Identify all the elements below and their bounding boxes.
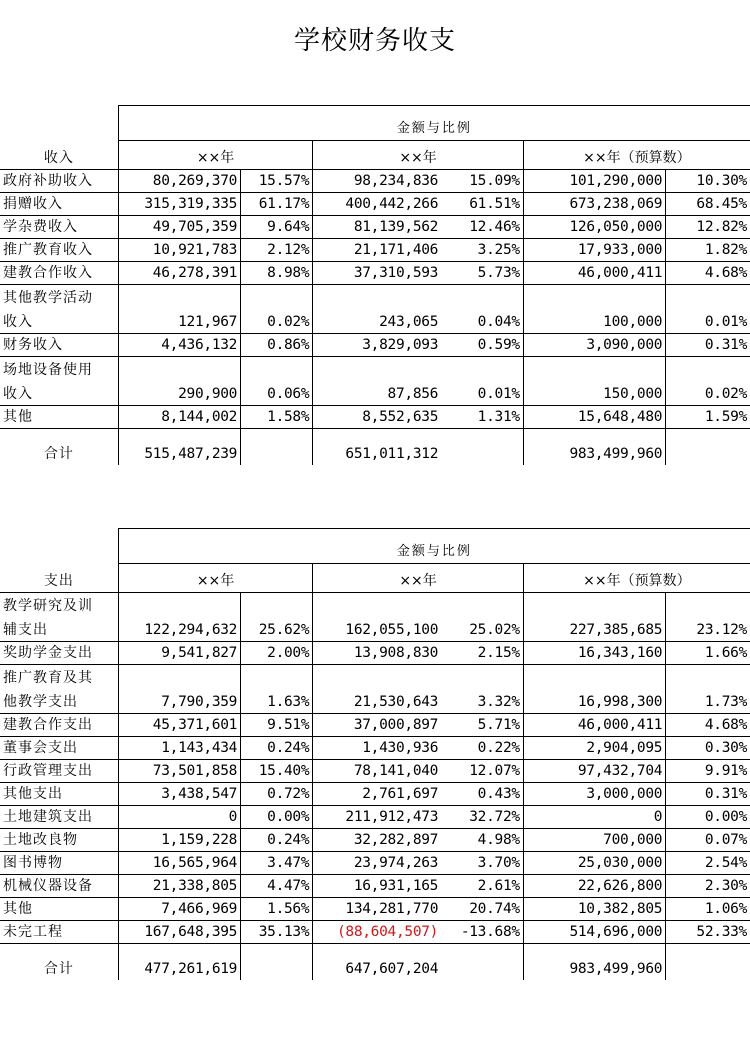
cell-spacer xyxy=(241,665,313,690)
row-label: 董事会支出 xyxy=(0,737,118,760)
expense-table xyxy=(0,528,750,980)
cell-p3: 2.30% xyxy=(666,875,750,898)
cell-v1: 1,159,228 xyxy=(118,829,240,852)
cell-p3: 0.01% xyxy=(666,309,750,334)
cell-spacer xyxy=(441,665,523,690)
cell-p2: 0.04% xyxy=(441,309,523,334)
row-label: 土地改良物 xyxy=(0,829,118,852)
year-header: ××年（预算数） xyxy=(523,564,750,593)
total-label: 合计 xyxy=(43,961,74,977)
year-header: ××年 xyxy=(313,564,524,593)
row-header: 收入 xyxy=(0,141,118,170)
cell-spacer xyxy=(313,285,441,310)
cell-p3: 4.68% xyxy=(666,714,750,737)
cell-spacer xyxy=(118,665,240,690)
cell-p3: 68.45% xyxy=(666,193,750,216)
cell-v3: 16,998,300 xyxy=(523,689,665,714)
cell-v3: 22,626,800 xyxy=(523,875,665,898)
table-row xyxy=(0,783,750,806)
cell-spacer xyxy=(313,357,441,382)
row-label: 机械仪器设备 xyxy=(0,875,118,898)
cell-v3: 3,000,000 xyxy=(523,783,665,806)
total-p2 xyxy=(441,443,523,465)
cell-p1: 0.00% xyxy=(241,806,313,829)
cell-v2: 243,065 xyxy=(313,309,441,334)
cell-v3: 2,904,095 xyxy=(523,737,665,760)
cell-p1: 35.13% xyxy=(241,921,313,944)
cell-spacer xyxy=(241,357,313,382)
cell-v1: 8,144,002 xyxy=(118,406,240,429)
total-spacer-cell xyxy=(241,429,313,444)
total-p1 xyxy=(241,958,313,980)
table-row xyxy=(0,665,750,690)
total-label: 合计 xyxy=(43,446,74,462)
cell-spacer xyxy=(523,285,665,310)
cell-p3: 0.30% xyxy=(666,737,750,760)
cell-spacer xyxy=(118,357,240,382)
table-row-cont xyxy=(0,381,750,406)
cell-v2: 37,000,897 xyxy=(313,714,441,737)
row-label: 推广教育及其 xyxy=(3,670,93,686)
cell-spacer xyxy=(313,593,441,618)
cell-p3: 1.66% xyxy=(666,642,750,665)
cell-p1: 4.47% xyxy=(241,875,313,898)
table-row xyxy=(0,193,750,216)
cell-p1: 0.02% xyxy=(241,309,313,334)
total-spacer xyxy=(0,429,118,444)
cell-v2: 1,430,936 xyxy=(313,737,441,760)
total-spacer-cell xyxy=(441,429,523,444)
cell-p2: 32.72% xyxy=(441,806,523,829)
cell-p1: 2.00% xyxy=(241,642,313,665)
cell-p1: 0.24% xyxy=(241,829,313,852)
cell-v1: 21,338,805 xyxy=(118,875,240,898)
row-label: 推广教育收入 xyxy=(0,239,118,262)
table-row xyxy=(0,898,750,921)
cell-v2: 37,310,593 xyxy=(313,262,441,285)
table-row xyxy=(0,262,750,285)
table-row xyxy=(0,334,750,357)
cell-p1: 9.51% xyxy=(241,714,313,737)
table-row xyxy=(0,737,750,760)
header-blank-cell xyxy=(0,106,118,141)
total-spacer-cell xyxy=(666,429,750,444)
row-label: 其他 xyxy=(0,898,118,921)
cell-p1: 15.57% xyxy=(241,170,313,193)
cell-p2: 61.51% xyxy=(441,193,523,216)
table-row xyxy=(0,406,750,429)
cell-p1: 0.24% xyxy=(241,737,313,760)
row-label-cont: 收入 xyxy=(0,381,118,406)
cell-p3: 1.73% xyxy=(666,689,750,714)
cell-p2: 12.46% xyxy=(441,216,523,239)
cell-v1: 7,466,969 xyxy=(118,898,240,921)
cell-spacer xyxy=(241,593,313,618)
year-header: ××年 xyxy=(118,141,313,170)
total-spacer-cell xyxy=(313,944,441,959)
year-header: ××年（预算数） xyxy=(523,141,750,170)
cell-v2: 211,912,473 xyxy=(313,806,441,829)
cell-p2: 3.32% xyxy=(441,689,523,714)
cell-v1: 45,371,601 xyxy=(118,714,240,737)
cell-v3: 17,933,000 xyxy=(523,239,665,262)
cell-v3: 126,050,000 xyxy=(523,216,665,239)
cell-v1: 1,143,434 xyxy=(118,737,240,760)
cell-v3: 700,000 xyxy=(523,829,665,852)
row-label: 其他 xyxy=(0,406,118,429)
cell-v2: 134,281,770 xyxy=(313,898,441,921)
cell-p3: 23.12% xyxy=(666,617,750,642)
cell-p1: 0.72% xyxy=(241,783,313,806)
table-row-cont xyxy=(0,689,750,714)
total-p3 xyxy=(666,958,750,980)
cell-v2: (88,604,507) xyxy=(313,921,441,944)
cell-p3: 10.30% xyxy=(666,170,750,193)
cell-p2: 3.70% xyxy=(441,852,523,875)
cell-spacer xyxy=(666,285,750,310)
row-label: 奖助学金支出 xyxy=(0,642,118,665)
cell-p3: 1.59% xyxy=(666,406,750,429)
cell-p2: 0.01% xyxy=(441,381,523,406)
cell-p2: 15.09% xyxy=(441,170,523,193)
cell-v3: 10,382,805 xyxy=(523,898,665,921)
cell-spacer xyxy=(441,285,523,310)
cell-v1: 122,294,632 xyxy=(118,617,240,642)
cell-v1: 4,436,132 xyxy=(118,334,240,357)
cell-v3: 101,290,000 xyxy=(523,170,665,193)
cell-v2: 98,234,836 xyxy=(313,170,441,193)
cell-spacer xyxy=(666,357,750,382)
income-table xyxy=(0,105,750,465)
row-label: 未完工程 xyxy=(0,921,118,944)
total-spacer-cell xyxy=(523,944,665,959)
cell-v2: 78,141,040 xyxy=(313,760,441,783)
total-v3: 983,499,960 xyxy=(523,958,665,980)
cell-p3: 4.68% xyxy=(666,262,750,285)
cell-p2: 25.02% xyxy=(441,617,523,642)
cell-v3: 514,696,000 xyxy=(523,921,665,944)
cell-v2: 87,856 xyxy=(313,381,441,406)
cell-v3: 16,343,160 xyxy=(523,642,665,665)
year-header: ××年 xyxy=(313,141,524,170)
cell-p2: 5.71% xyxy=(441,714,523,737)
cell-v2: 2,761,697 xyxy=(313,783,441,806)
row-label: 教学研究及训 xyxy=(3,598,93,614)
table-row xyxy=(0,921,750,944)
row-header: 支出 xyxy=(0,564,118,593)
cell-p3: 0.31% xyxy=(666,334,750,357)
table-row xyxy=(0,714,750,737)
cell-v3: 15,648,480 xyxy=(523,406,665,429)
table-row xyxy=(0,285,750,310)
cell-v2: 23,974,263 xyxy=(313,852,441,875)
row-label: 其他教学活动 xyxy=(3,290,93,306)
cell-v2: 13,908,830 xyxy=(313,642,441,665)
cell-p1: 1.56% xyxy=(241,898,313,921)
year-header: ××年 xyxy=(118,564,313,593)
cell-p3: 1.06% xyxy=(666,898,750,921)
cell-spacer xyxy=(441,593,523,618)
header-blank-cell xyxy=(0,529,118,564)
cell-p3: 0.02% xyxy=(666,381,750,406)
row-label: 行政管理支出 xyxy=(0,760,118,783)
cell-v1: 167,648,395 xyxy=(118,921,240,944)
cell-p2: 2.15% xyxy=(441,642,523,665)
cell-p2: 0.59% xyxy=(441,334,523,357)
total-p3 xyxy=(666,443,750,465)
row-label-cont: 他教学支出 xyxy=(0,689,118,714)
cell-v1: 7,790,359 xyxy=(118,689,240,714)
cell-v2: 3,829,093 xyxy=(313,334,441,357)
row-label: 其他支出 xyxy=(0,783,118,806)
total-spacer-cell xyxy=(118,429,240,444)
cell-spacer xyxy=(441,357,523,382)
total-p1 xyxy=(241,443,313,465)
total-v2: 647,607,204 xyxy=(313,958,441,980)
total-spacer xyxy=(0,944,118,959)
cell-spacer xyxy=(523,665,665,690)
cell-p3: 9.91% xyxy=(666,760,750,783)
cell-v1: 9,541,827 xyxy=(118,642,240,665)
cell-v3: 46,000,411 xyxy=(523,262,665,285)
cell-v2: 21,171,406 xyxy=(313,239,441,262)
cell-p3: 2.54% xyxy=(666,852,750,875)
row-label: 政府补助收入 xyxy=(0,170,118,193)
cell-p2: 5.73% xyxy=(441,262,523,285)
cell-spacer xyxy=(313,665,441,690)
expense-table-section xyxy=(0,528,750,980)
cell-p2: 3.25% xyxy=(441,239,523,262)
cell-spacer xyxy=(241,285,313,310)
cell-v2: 21,530,643 xyxy=(313,689,441,714)
cell-v2: 8,552,635 xyxy=(313,406,441,429)
cell-v3: 97,432,704 xyxy=(523,760,665,783)
cell-v3: 227,385,685 xyxy=(523,617,665,642)
table-row xyxy=(0,806,750,829)
cell-p2: 0.43% xyxy=(441,783,523,806)
group-header: 金额与比例 xyxy=(118,106,750,141)
table-row xyxy=(0,852,750,875)
page-title: 学校财务收支 xyxy=(293,26,456,56)
cell-spacer xyxy=(118,593,240,618)
income-table-section xyxy=(0,105,750,465)
row-label: 捐赠收入 xyxy=(0,193,118,216)
row-label-cont: 收入 xyxy=(0,309,118,334)
cell-p2: 4.98% xyxy=(441,829,523,852)
group-header: 金额与比例 xyxy=(118,529,750,564)
table-row xyxy=(0,829,750,852)
table-row xyxy=(0,642,750,665)
total-spacer-cell xyxy=(523,429,665,444)
cell-v1: 73,501,858 xyxy=(118,760,240,783)
cell-p2: 1.31% xyxy=(441,406,523,429)
total-spacer-cell xyxy=(118,944,240,959)
cell-v3: 673,238,069 xyxy=(523,193,665,216)
cell-v1: 46,278,391 xyxy=(118,262,240,285)
cell-p3: 0.31% xyxy=(666,783,750,806)
total-v2: 651,011,312 xyxy=(313,443,441,465)
cell-spacer xyxy=(666,593,750,618)
row-label: 学杂费收入 xyxy=(0,216,118,239)
cell-p2: 0.22% xyxy=(441,737,523,760)
total-spacer-cell xyxy=(313,429,441,444)
cell-p2: 12.07% xyxy=(441,760,523,783)
total-spacer-cell xyxy=(241,944,313,959)
cell-v1: 290,900 xyxy=(118,381,240,406)
table-row xyxy=(0,593,750,618)
cell-p3: 0.00% xyxy=(666,806,750,829)
cell-v2: 16,931,165 xyxy=(313,875,441,898)
total-v3: 983,499,960 xyxy=(523,443,665,465)
cell-v1: 3,438,547 xyxy=(118,783,240,806)
cell-v2: 400,442,266 xyxy=(313,193,441,216)
cell-p3: 12.82% xyxy=(666,216,750,239)
cell-v3: 0 xyxy=(523,806,665,829)
cell-v1: 315,319,335 xyxy=(118,193,240,216)
cell-v1: 16,565,964 xyxy=(118,852,240,875)
table-row xyxy=(0,216,750,239)
total-row xyxy=(0,443,750,465)
cell-v1: 10,921,783 xyxy=(118,239,240,262)
cell-p1: 61.17% xyxy=(241,193,313,216)
cell-p1: 9.64% xyxy=(241,216,313,239)
row-label: 建教合作支出 xyxy=(0,714,118,737)
cell-v3: 100,000 xyxy=(523,309,665,334)
cell-v1: 121,967 xyxy=(118,309,240,334)
cell-spacer xyxy=(523,593,665,618)
total-row xyxy=(0,958,750,980)
cell-v3: 150,000 xyxy=(523,381,665,406)
cell-p1: 1.58% xyxy=(241,406,313,429)
cell-p1: 3.47% xyxy=(241,852,313,875)
row-label: 图书博物 xyxy=(0,852,118,875)
cell-p1: 1.63% xyxy=(241,689,313,714)
table-row xyxy=(0,760,750,783)
table-row-cont xyxy=(0,617,750,642)
cell-p1: 0.86% xyxy=(241,334,313,357)
cell-v1: 49,705,359 xyxy=(118,216,240,239)
table-row xyxy=(0,875,750,898)
cell-v3: 46,000,411 xyxy=(523,714,665,737)
cell-v1: 80,269,370 xyxy=(118,170,240,193)
cell-v2: 32,282,897 xyxy=(313,829,441,852)
cell-p3: 1.82% xyxy=(666,239,750,262)
cell-spacer xyxy=(666,665,750,690)
row-label: 财务收入 xyxy=(0,334,118,357)
cell-v2: 81,139,562 xyxy=(313,216,441,239)
row-label: 建教合作收入 xyxy=(0,262,118,285)
cell-p2: 2.61% xyxy=(441,875,523,898)
cell-p1: 0.06% xyxy=(241,381,313,406)
table-row xyxy=(0,170,750,193)
total-v1: 477,261,619 xyxy=(118,958,240,980)
row-label: 场地设备使用 xyxy=(3,362,93,378)
cell-v2: 162,055,100 xyxy=(313,617,441,642)
cell-p1: 8.98% xyxy=(241,262,313,285)
cell-p3: 0.07% xyxy=(666,829,750,852)
cell-p2: 20.74% xyxy=(441,898,523,921)
total-spacer-cell xyxy=(441,944,523,959)
cell-v3: 3,090,000 xyxy=(523,334,665,357)
row-label-cont: 辅支出 xyxy=(0,617,118,642)
table-row xyxy=(0,357,750,382)
cell-p1: 2.12% xyxy=(241,239,313,262)
table-row-cont xyxy=(0,309,750,334)
cell-p3: 52.33% xyxy=(666,921,750,944)
cell-spacer xyxy=(118,285,240,310)
table-row xyxy=(0,239,750,262)
total-p2 xyxy=(441,958,523,980)
total-spacer-cell xyxy=(666,944,750,959)
cell-p1: 15.40% xyxy=(241,760,313,783)
cell-v3: 25,030,000 xyxy=(523,852,665,875)
cell-p2: -13.68% xyxy=(441,921,523,944)
cell-v1: 0 xyxy=(118,806,240,829)
row-label: 土地建筑支出 xyxy=(0,806,118,829)
cell-spacer xyxy=(523,357,665,382)
total-v1: 515,487,239 xyxy=(118,443,240,465)
cell-p1: 25.62% xyxy=(241,617,313,642)
